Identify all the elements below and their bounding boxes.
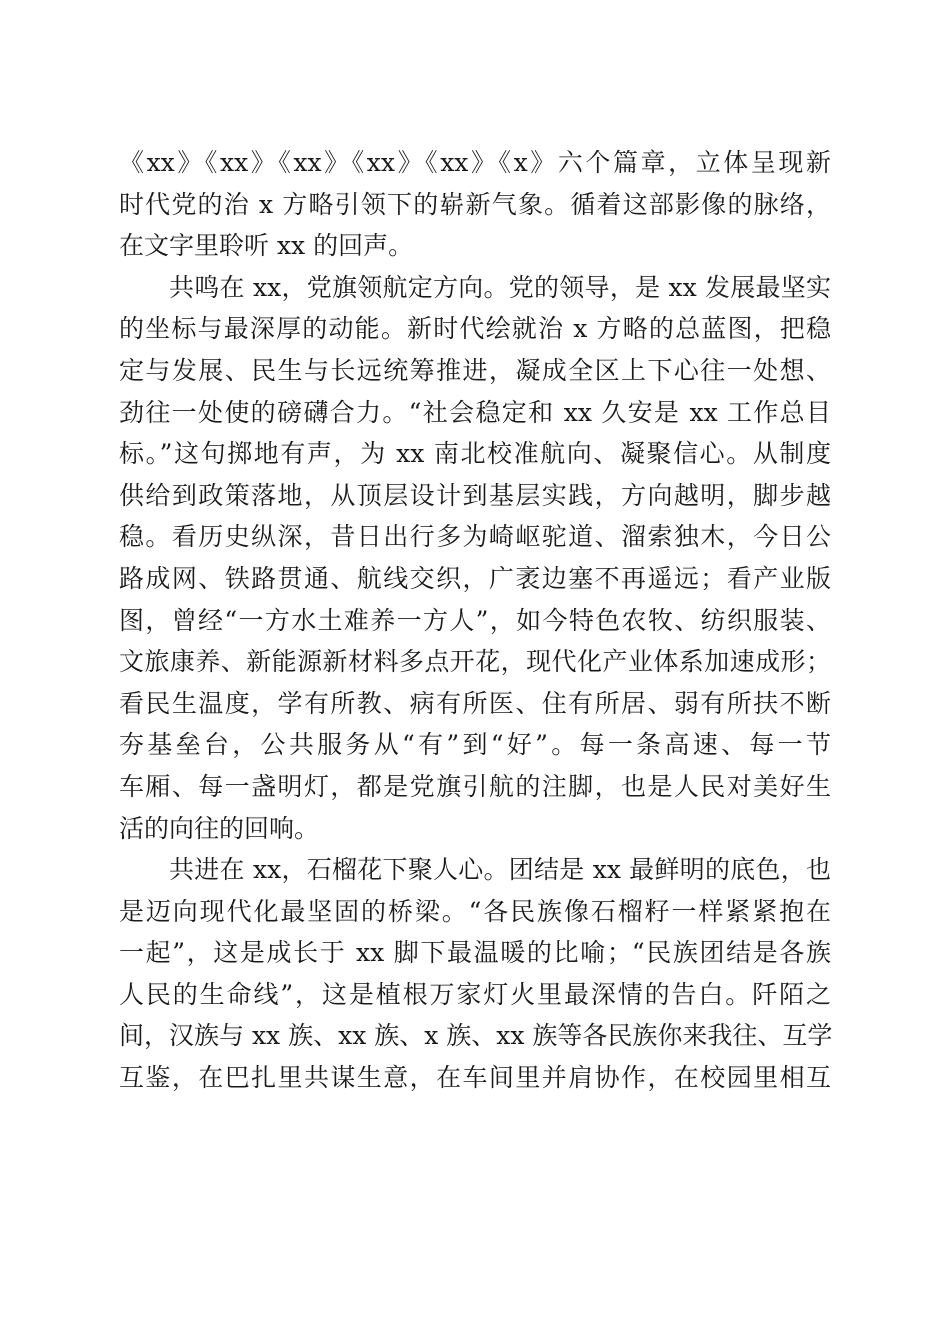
text-line: 路成网、铁路贯通、航线交织，广袤边塞不再遥远；看产业版	[119, 563, 831, 593]
text-line: 间，汉族与 xx 族、xx 族、x 族、xx 族等各民族你来我往、互学	[119, 1021, 833, 1051]
text-line: 《xx》《xx》《xx》《xx》《xx》《x》六个篇章，立体呈现新	[119, 148, 831, 177]
text-line: 互鉴，在巴扎里共谋生意，在车间里并肩协作，在校园里相互	[119, 1063, 831, 1093]
text-line: 劲往一处使的磅礴合力。“社会稳定和 xx 久安是 xx 工作总目	[119, 397, 831, 427]
paragraph-first-line: 共鸣在 xx，党旗领航定方向。党的领导，是 xx 发展最坚实	[169, 272, 831, 302]
text-line: 看民生温度，学有所教、病有所医、住有所居、弱有所扶不断	[119, 688, 831, 718]
text-line: 文旅康养、新能源新材料多点开花，现代化产业体系加速成形；	[119, 647, 831, 677]
text-line: 稳。看历史纵深，昔日出行多为崎岖驼道、溜索独木，今日公	[119, 522, 831, 552]
text-line: 供给到政策落地，从顶层设计到基层实践，方向越明，脚步越	[119, 480, 831, 510]
text-line: 夯基垒台，公共服务从“有”到“好”。每一条高速、每一节	[119, 730, 831, 760]
text-line: 一起”，这是成长于 xx 脚下最温暖的比喻；“民族团结是各族	[119, 938, 831, 968]
text-line: 标。”这句掷地有声，为 xx 南北校准航向、凝聚信心。从制度	[119, 439, 831, 469]
text-line: 时代党的治 x 方略引领下的崭新气象。循着这部影像的脉络，	[119, 189, 831, 219]
text-line: 是迈向现代化最坚固的桥梁。“各民族像石榴籽一样紧紧抱在	[119, 896, 831, 926]
text-line: 人民的生命线”，这是植根万家灯火里最深情的告白。阡陌之	[119, 979, 831, 1009]
text-line: 图，曾经“一方水土难养一方人”，如今特色农牧、纺织服装、	[119, 605, 831, 635]
text-line: 定与发展、民生与长远统筹推进，凝成全区上下心往一处想、	[119, 355, 831, 385]
text-line: 活的向往的回响。	[119, 813, 320, 843]
text-line: 车厢、每一盏明灯，都是党旗引航的注脚，也是人民对美好生	[119, 771, 831, 801]
body-text	[119, 142, 831, 1099]
text-line: 在文字里聆听 xx 的回声。	[119, 231, 414, 261]
paragraph-first-line: 共进在 xx，石榴花下聚人心。团结是 xx 最鲜明的底色，也	[169, 855, 831, 885]
text-line: 的坐标与最深厚的动能。新时代绘就治 x 方略的总蓝图，把稳	[119, 314, 831, 344]
